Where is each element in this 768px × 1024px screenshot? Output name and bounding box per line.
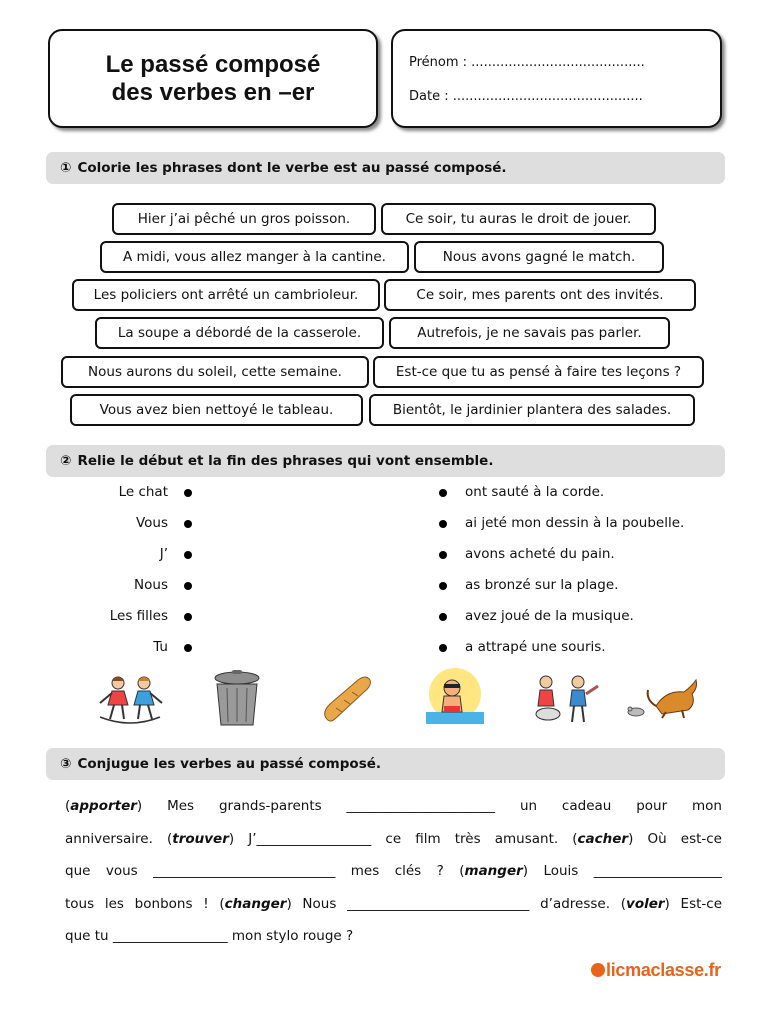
section-3-number: ③ — [60, 756, 72, 772]
verb-hint: voler — [626, 895, 665, 912]
right-link-dot[interactable] — [439, 582, 447, 590]
left-link-dot[interactable] — [184, 644, 192, 652]
sentence-pill[interactable]: Est-ce que tu as pensé à faire tes leçons ? — [373, 356, 704, 388]
section-3-instruction: Conjugue les verbes au passé composé. — [77, 756, 382, 772]
sentence-start: Nous — [134, 577, 168, 593]
right-link-dot[interactable] — [439, 644, 447, 652]
sentence-pill[interactable]: Les policiers ont arrêté un cambrioleur. — [72, 279, 380, 311]
logo-text: licmaclasse.fr — [606, 960, 721, 980]
right-link-dot[interactable] — [439, 551, 447, 559]
exercise-text: ) Est-ce — [664, 895, 722, 912]
exercise-text: un cadeau pour mon — [519, 798, 722, 814]
section-1-instruction: Colorie les phrases dont le verbe est au passé composé. — [77, 160, 507, 176]
sentence-end: ont sauté à la corde. — [465, 484, 605, 500]
sentence-end: as bronzé sur la plage. — [465, 577, 619, 593]
exercise-text: ) Où est-ce — [628, 830, 722, 847]
title-box — [48, 29, 378, 128]
musicians-icon — [528, 672, 600, 726]
left-link-dot[interactable] — [184, 551, 192, 559]
verb-hint: trouver — [172, 830, 229, 847]
trash-can-icon — [212, 670, 262, 728]
section-3-header — [46, 748, 725, 780]
sentence-start: J’ — [159, 546, 168, 562]
exercise-line-4 — [65, 888, 722, 921]
clicmaclasse-logo — [591, 960, 721, 981]
sentence-start: Le chat — [118, 484, 168, 500]
girls-jumping-rope-icon — [90, 673, 170, 725]
section-2-instruction: Relie le début et la fin des phrases qui vont ensemble. — [77, 453, 494, 469]
section-2-number: ② — [60, 453, 72, 469]
logo-c-icon — [591, 963, 605, 977]
sentence-pill[interactable]: La soupe a débordé de la casserole. — [95, 317, 384, 349]
sentence-start: Les filles — [109, 608, 168, 624]
exercise-text: ) Louis ___________________ — [522, 863, 723, 879]
sentence-pill[interactable]: Ce soir, mes parents ont des invités. — [384, 279, 696, 311]
sentence-pill[interactable]: Nous aurons du soleil, cette semaine. — [61, 356, 369, 388]
sentence-pill[interactable]: Bientôt, le jardinier plantera des salades. — [369, 394, 695, 426]
bread-icon — [320, 674, 372, 724]
verb-hint: changer — [224, 895, 287, 912]
answer-blank[interactable]: ______________________ — [346, 798, 496, 814]
sentence-pill[interactable]: Ce soir, tu auras le droit de jouer. — [381, 203, 656, 235]
section-1-number: ① — [60, 160, 72, 176]
exercise-text: anniversaire. ( — [65, 830, 173, 847]
right-link-dot[interactable] — [439, 520, 447, 528]
exercise-text: Mes grands-parents — [167, 798, 322, 814]
sentence-start: Tu — [153, 639, 168, 655]
sentence-pill[interactable]: Autrefois, je ne savais pas parler. — [389, 317, 670, 349]
verb-hint: cacher — [577, 830, 629, 847]
sentence-end: ai jeté mon dessin à la poubelle. — [465, 515, 685, 531]
left-link-dot[interactable] — [184, 489, 192, 497]
exercise-text: ) J’_________________ ce film très amusant. ( — [228, 830, 578, 847]
conjugation-exercise[interactable] — [65, 790, 722, 953]
exercise-line-2 — [65, 823, 722, 856]
exercise-text: ) Nous ___________________________ d’adresse. ( — [286, 895, 627, 912]
exercise-line-5: que tu _________________ mon stylo rouge ? — [65, 928, 354, 944]
exercise-line-1: (apporter) Mes grands-parents ______________________ un cadeau pour mon — [65, 798, 722, 814]
title-line-1: Le passé composé — [105, 50, 321, 78]
date-field[interactable]: Date : .............................................. — [409, 89, 643, 104]
exercise-text: que vous ___________________________ mes clés ? ( — [65, 863, 465, 879]
prenom-field[interactable]: Prénom : .......................................... — [409, 55, 645, 70]
verb-hint: manger — [464, 863, 523, 879]
cat-mouse-icon — [626, 676, 700, 720]
sunbathing-boy-icon — [422, 668, 488, 726]
exercise-text: tous les bonbons ! ( — [65, 895, 225, 912]
sentence-pill[interactable]: Vous avez bien nettoyé le tableau. — [70, 394, 363, 426]
right-link-dot[interactable] — [439, 489, 447, 497]
sentence-pill[interactable]: Hier j’ai pêché un gros poisson. — [112, 203, 376, 235]
sentence-pill[interactable]: A midi, vous allez manger à la cantine. — [100, 241, 409, 273]
verb-hint: apporter — [70, 798, 137, 814]
section-1-header — [46, 152, 725, 184]
sentence-end: avons acheté du pain. — [465, 546, 615, 562]
name-date-box — [391, 29, 722, 128]
left-link-dot[interactable] — [184, 520, 192, 528]
sentence-pill[interactable]: Nous avons gagné le match. — [414, 241, 664, 273]
right-link-dot[interactable] — [439, 613, 447, 621]
sentence-end: a attrapé une souris. — [465, 639, 606, 655]
left-link-dot[interactable] — [184, 613, 192, 621]
left-link-dot[interactable] — [184, 582, 192, 590]
title-line-2: des verbes en –er — [111, 78, 315, 106]
exercise-line-3 — [65, 855, 722, 888]
section-2-header — [46, 445, 725, 477]
sentence-end: avez joué de la musique. — [465, 608, 634, 624]
sentence-start: Vous — [135, 515, 168, 531]
